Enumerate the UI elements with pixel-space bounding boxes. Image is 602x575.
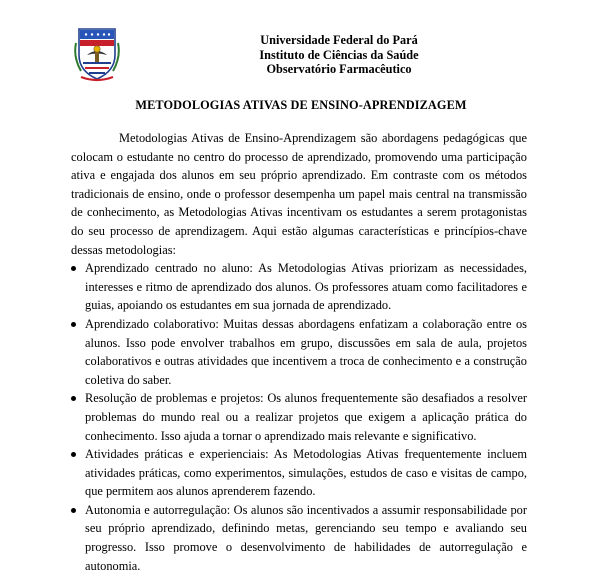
- list-item-text: Aprendizado centrado no aluno: As Metodologias Ativas priorizam as necessidades, interesses e ritmo de aprendizado dos alunos. Os professores atuam como facilitadores e guias, apoiando os estudantes em sua jornada de aprendizado.: [85, 261, 527, 313]
- ufpa-crest-icon: [73, 25, 121, 83]
- list-item: [85, 259, 527, 315]
- list-item-text: Autonomia e autorregulação: Os alunos são incentivados a assumir responsabilidade por seu próprio aprendizado, definindo metas, gerenciando seu tempo e avaliando seu progresso. Isso promove o desenvolvimento de habilidades de autorregulação e autonomia.: [85, 502, 527, 573]
- document-title: METODOLOGIAS ATIVAS DE ENSINO-APRENDIZAGEM: [135, 98, 467, 112]
- list-item: [85, 389, 527, 445]
- institute-name: Instituto de Ciências da Saúde: [259, 47, 419, 62]
- document-header: [0, 25, 602, 85]
- university-name: Universidade Federal do Pará: [260, 33, 418, 47]
- list-item-text: Resolução de problemas e projetos: Os alunos frequentemente são desafiados a resolver problemas do mundo real ou a realizar projetos que exigem a aplicação prática do conhecimento. Isso ajuda a tornar o aprendizado mais relevante e significativo.: [85, 391, 527, 443]
- list-item-text: Aprendizado colaborativo: Muitas dessas abordagens enfatizam a colaboração entre os alunos. Isso pode envolver trabalhos em grupo, discussões em sala de aula, projetos colaborativos e outras atividades que incentivem a troca de conhecimento e a construção coletiva do saber.: [85, 316, 527, 387]
- list-item: [85, 315, 527, 389]
- document-body: [71, 129, 527, 575]
- principles-list: [71, 259, 527, 575]
- institution-heading: [200, 33, 478, 77]
- list-item: [85, 501, 527, 575]
- intro-paragraph: Metodologias Ativas de Ensino-Aprendizagem são abordagens pedagógicas que colocam o estudante no centro do processo de aprendizado, promovendo uma participação ativa e engajada dos alunos em seu próprio aprendizado. Em contraste com os métodos tradicionais de ensino, onde o professor desempenha um papel mais central na transmissão de conhecimento, as Metodologias Ativas incentivam os estudantes a serem protagonistas do seu processo de aprendizagem. Aqui estão algumas características e princípios-chave dessas metodologias:: [71, 131, 527, 257]
- observatory-name: Observatório Farmacêutico: [266, 62, 412, 76]
- list-item-text: Atividades práticas e experienciais: As Metodologias Ativas frequentemente incluem atividades práticas, como experimentos, simulações, estudos de caso e visitas de campo, que permitem aos alunos aprenderem fazendo.: [85, 447, 527, 499]
- list-item: [85, 445, 527, 501]
